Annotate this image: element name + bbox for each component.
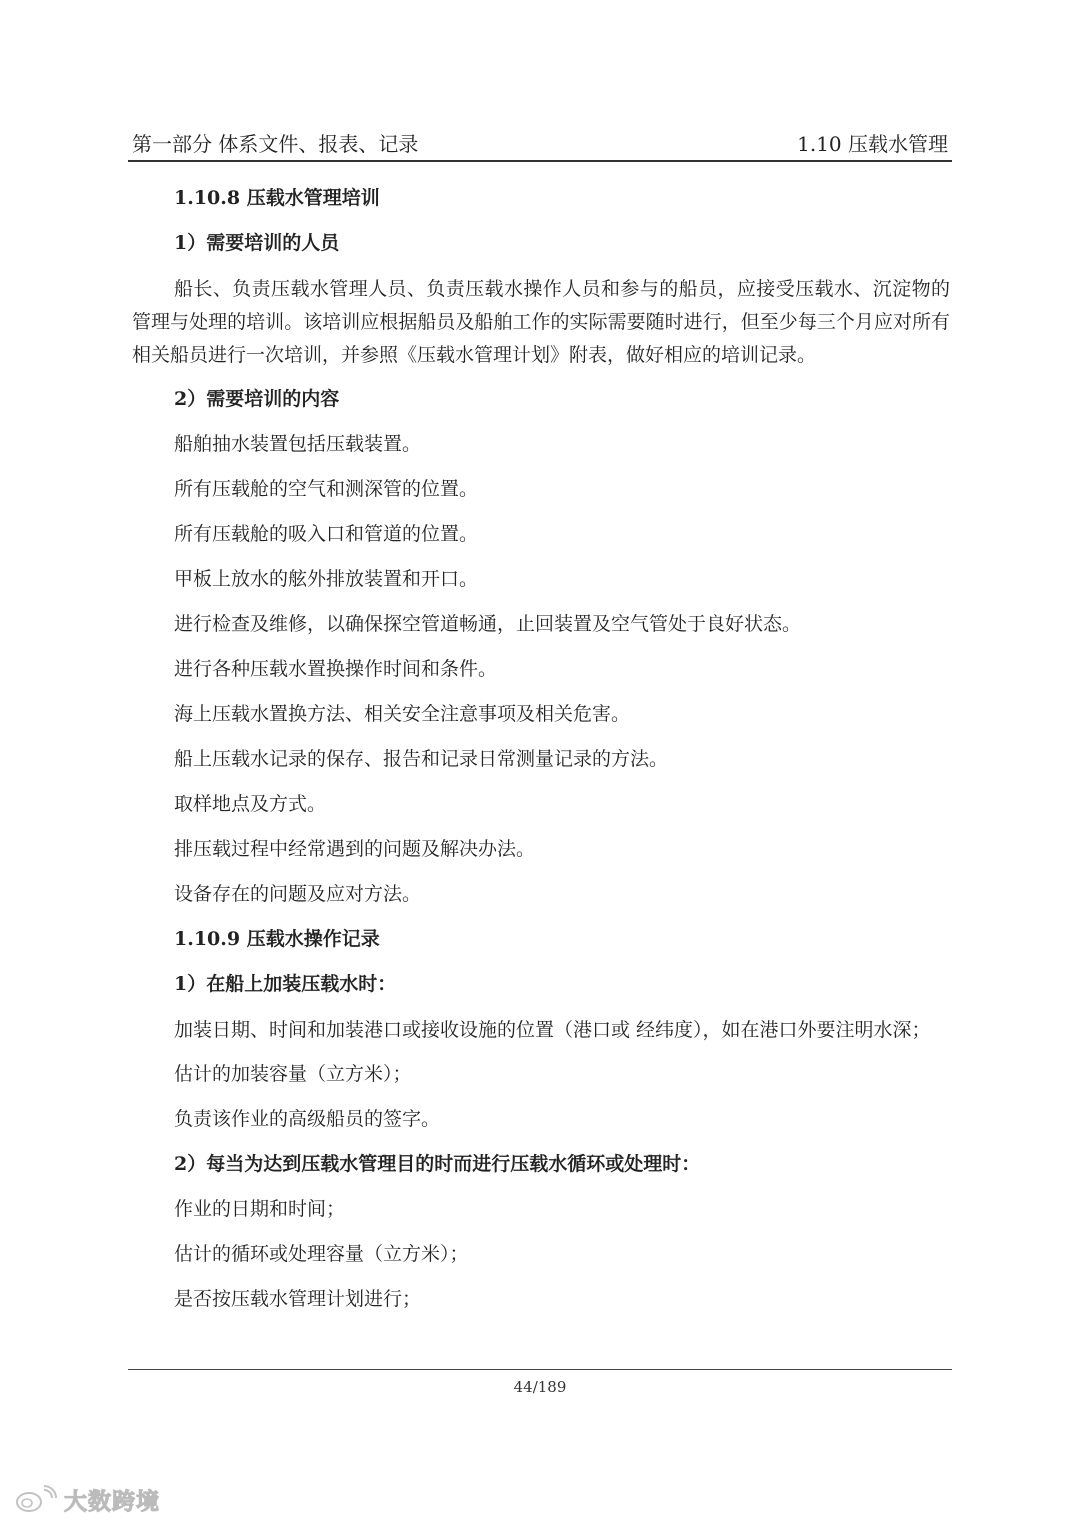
list-item: 船舶抽水装置包括压载装置。 bbox=[174, 433, 422, 455]
list-item: 进行检查及维修，以确保探空管道畅通，止回装置及空气管处于良好状态。 bbox=[174, 613, 802, 635]
body-paragraph: 加装日期、时间和加装港口或接收设施的位置（港口或 经纬度），如在港口外要注明水深； bbox=[174, 1019, 931, 1041]
section-heading: 2）每当为达到压载水管理目的时而进行压载水循环或处理时： bbox=[174, 1153, 701, 1175]
list-item: 所有压载舱的空气和测深管的位置。 bbox=[174, 478, 479, 500]
list-item: 排压载过程中经常遇到的问题及解决办法。 bbox=[174, 838, 536, 860]
section-heading: 1.10.9 压载水操作记录 bbox=[174, 928, 380, 950]
list-item: 设备存在的问题及应对方法。 bbox=[174, 883, 422, 905]
section-heading: 1）需要培训的人员 bbox=[174, 232, 340, 254]
section-heading: 1）在船上加装压载水时： bbox=[174, 973, 397, 995]
running-header bbox=[128, 130, 952, 162]
list-item: 所有压载舱的吸入口和管道的位置。 bbox=[174, 523, 479, 545]
list-item: 甲板上放水的舷外排放装置和开口。 bbox=[174, 568, 479, 590]
section-heading: 1.10.8 压载水管理培训 bbox=[174, 187, 380, 209]
list-item: 取样地点及方式。 bbox=[174, 793, 327, 815]
list-item: 作业的日期和时间； bbox=[174, 1198, 346, 1220]
footer-divider bbox=[128, 1369, 952, 1370]
header-chapter-title: 1.10 压载水管理 bbox=[797, 132, 948, 156]
page-number: 44/189 bbox=[513, 1378, 567, 1396]
body-paragraph: 船长、负责压载水管理人员、负责压载水操作人员和参与的船员，应接受压载水、沉淀物的管理与处理的培训。该培训应根据船员及船舶工作的实际需要随时进行，但至少每三个月应对所有相关船员进行一次培训，并参照《压载水管理计划》附表，做好相应的培训记录。 bbox=[132, 278, 950, 366]
weibo-logo-icon bbox=[14, 1484, 58, 1514]
document-body bbox=[132, 183, 950, 1329]
list-item: 负责该作业的高级船员的签字。 bbox=[174, 1108, 441, 1130]
list-item: 海上压载水置换方法、相关安全注意事项及相关危害。 bbox=[174, 703, 631, 725]
header-section-title: 第一部分 体系文件、报表、记录 bbox=[132, 132, 419, 156]
list-item: 是否按压载水管理计划进行； bbox=[174, 1288, 422, 1310]
section-heading: 2）需要培训的内容 bbox=[174, 388, 340, 410]
watermark-text: 大数跨境 bbox=[64, 1488, 160, 1515]
list-item: 估计的加装容量（立方米）； bbox=[174, 1063, 412, 1085]
watermark bbox=[14, 1482, 160, 1516]
list-item: 进行各种压载水置换操作时间和条件。 bbox=[174, 658, 498, 680]
list-item: 船上压载水记录的保存、报告和记录日常测量记录的方法。 bbox=[174, 748, 669, 770]
list-item: 估计的循环或处理容量（立方米）； bbox=[174, 1243, 469, 1265]
